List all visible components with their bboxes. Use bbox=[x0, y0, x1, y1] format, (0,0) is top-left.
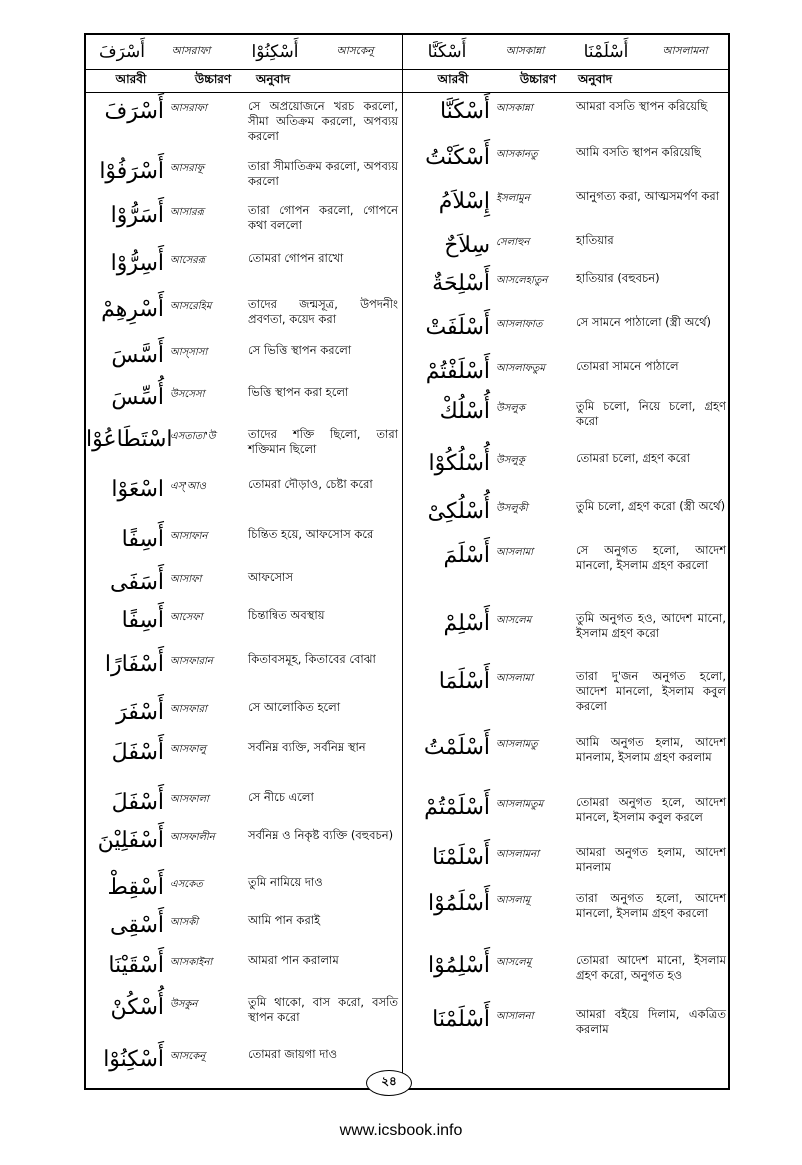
entry-pronunciation: আস্সাসা bbox=[170, 347, 208, 358]
entry-pronunciation: আসলাফাত bbox=[496, 319, 543, 330]
entry-row bbox=[86, 740, 398, 765]
entry-row bbox=[404, 845, 726, 875]
entry-pronunciation: আসকী bbox=[170, 917, 199, 928]
entry-arabic: سِلاَحٌ bbox=[444, 233, 490, 258]
entry-pronunciation: আসকেনূ bbox=[170, 1051, 206, 1062]
entry-arabic: أَسْكِنُوْا bbox=[103, 1047, 164, 1072]
entry-arabic: أَسْلِمُوْا bbox=[427, 953, 490, 978]
entry-arabic: أَسْلَمَا bbox=[438, 669, 490, 694]
guide-left-1-arabic: أَسْرَفَ bbox=[99, 42, 145, 62]
entry-row bbox=[86, 297, 398, 327]
entry-meaning: তাদের শক্তি ছিলো, তারা শক্তিমান ছিলো bbox=[248, 427, 398, 456]
entry-pronunciation: উসলুকূ bbox=[496, 455, 525, 466]
entry-row bbox=[404, 233, 726, 258]
entry-meaning: আমি পান করাই bbox=[248, 913, 321, 927]
entry-meaning: তোমরা আদেশ মানো, ইসলাম গ্রহণ করো, অনুগত হও bbox=[576, 953, 726, 982]
guide-left-1-translit: আসরাফা bbox=[171, 44, 211, 57]
entry-pronunciation: আসফারান bbox=[170, 656, 213, 667]
entry-meaning: তোমরা দৌড়াও, চেষ্টা করো bbox=[248, 477, 373, 491]
entry-pronunciation: আসকানতু bbox=[496, 149, 538, 160]
entry-arabic: أَسْفَرَ bbox=[116, 700, 164, 725]
entry-meaning: তুমি নামিয়ে দাও bbox=[248, 875, 323, 889]
entry-arabic: أَسِفًا bbox=[121, 608, 164, 633]
entry-row bbox=[86, 159, 398, 189]
entry-meaning: সে আলোকিত হলো bbox=[248, 700, 341, 714]
entry-meaning: সে অপ্রয়োজনে খরচ করলো, সীমা অতিক্রম করলো, অপব্যয় করলো bbox=[248, 99, 398, 143]
entry-meaning: তাদের জন্মসূত্র, উপদনীং প্রবণতা, কয়েদ করা bbox=[248, 297, 398, 326]
entry-arabic: أَسَرُّوْا bbox=[110, 203, 164, 228]
entry-arabic: أَسَّسَ bbox=[111, 343, 164, 368]
entry-row bbox=[404, 451, 726, 476]
entry-row bbox=[86, 995, 398, 1025]
entry-pronunciation: আসাররূ bbox=[170, 207, 204, 218]
entry-meaning: সে নীচে এলো bbox=[248, 790, 314, 804]
entry-row bbox=[86, 251, 398, 276]
entry-row bbox=[86, 875, 398, 900]
entry-pronunciation: আসফালীন bbox=[170, 832, 215, 843]
entry-pronunciation: সেলাহুন bbox=[496, 237, 530, 248]
entry-meaning: সর্বনিম্ন ব্যক্তি, সর্বনিম্ন স্থান bbox=[248, 740, 366, 754]
entry-pronunciation: এসতাতা'উ bbox=[170, 431, 216, 442]
entry-meaning: হাতিয়ার bbox=[576, 233, 614, 247]
entry-arabic: أَسْلَمْتُمْ bbox=[424, 795, 490, 820]
entry-arabic: أَسْفَلَ bbox=[111, 790, 164, 815]
entry-arabic: اسْعَوْا bbox=[111, 477, 164, 502]
entry-row bbox=[404, 795, 726, 825]
entry-meaning: সে সামনে পাঠালো (স্ত্রী অর্থে) bbox=[576, 315, 712, 329]
guide-right-2-translit: আসলামনা bbox=[662, 44, 708, 57]
entry-row bbox=[86, 477, 398, 502]
entry-row bbox=[404, 315, 726, 340]
entry-arabic: أُسْلُكْ bbox=[439, 399, 490, 424]
entry-arabic: أَسْقِى bbox=[109, 913, 164, 938]
entry-pronunciation: আসলেহাতুন bbox=[496, 275, 548, 286]
entry-pronunciation: আসলামতুম bbox=[496, 799, 544, 810]
entry-row bbox=[86, 608, 398, 633]
entry-meaning: আমরা অনুগত হলাম, আদেশ মানলাম bbox=[576, 845, 726, 874]
entry-meaning: তারা দু'জন অনুগত হলো, আদেশ মানলো, ইসলাম কবুল করলো bbox=[576, 669, 726, 713]
entry-meaning: চিন্তান্বিত অবস্থায় bbox=[248, 608, 325, 622]
entry-meaning: তুমি চলো, নিয়ে চলো, গ্রহণ করো bbox=[576, 399, 726, 428]
entry-pronunciation: আসলামতু bbox=[496, 739, 538, 750]
entry-arabic: أُسِّسَ bbox=[111, 385, 164, 410]
entry-pronunciation: আসাফা bbox=[170, 574, 202, 585]
entry-meaning: তুমি অনুগত হও, আদেশ মানো, ইসলাম গ্রহণ করো bbox=[576, 611, 726, 640]
entry-meaning: আফসোস bbox=[248, 570, 293, 584]
entry-arabic: أُسْكُنْ bbox=[110, 995, 164, 1020]
left-column-headers bbox=[92, 70, 316, 92]
entry-meaning: সর্বনিম্ন ও নিকৃষ্ট ব্যক্তি (বহুবচন) bbox=[248, 828, 394, 842]
guide-words bbox=[86, 35, 728, 69]
entry-row bbox=[404, 359, 726, 384]
entry-row bbox=[404, 499, 726, 524]
entry-arabic: أُسْلُكُوْا bbox=[428, 451, 490, 476]
entry-arabic: أَسْقِطْ bbox=[107, 875, 164, 900]
entry-arabic: أَسْرَفُوْا bbox=[99, 159, 164, 184]
entry-pronunciation: আসলামূ bbox=[496, 895, 531, 906]
entry-pronunciation: আসলামা bbox=[496, 673, 534, 684]
entry-pronunciation: আসফালু bbox=[170, 744, 206, 755]
entry-row bbox=[86, 652, 398, 677]
entry-meaning: তোমরা জায়গা দাও bbox=[248, 1047, 338, 1061]
right-column-headers bbox=[408, 70, 638, 92]
entry-arabic: اسْتَطَاعُوْا bbox=[86, 427, 173, 452]
entry-row bbox=[86, 203, 398, 233]
column-divider bbox=[402, 35, 403, 1088]
entry-arabic: أَسِرُّوْا bbox=[110, 251, 164, 276]
entry-pronunciation: আসলামনা bbox=[496, 849, 540, 860]
entry-pronunciation: আসেফা bbox=[170, 612, 203, 623]
entry-row bbox=[404, 891, 726, 921]
entry-row bbox=[404, 1007, 726, 1037]
entry-arabic: أَسْفَارًا bbox=[104, 652, 164, 677]
entry-row bbox=[86, 527, 398, 552]
entry-arabic: أَسْفَلِيْنَ bbox=[97, 828, 164, 853]
entry-row bbox=[404, 271, 726, 296]
entry-row bbox=[404, 399, 726, 429]
entry-meaning: সে ভিত্তি স্থাপন করলো bbox=[248, 343, 352, 357]
entry-pronunciation: উসসেসা bbox=[170, 389, 205, 400]
entry-arabic: أَسْكَنَّا bbox=[439, 99, 490, 124]
entry-meaning: হাতিয়ার (বহুবচন) bbox=[576, 271, 660, 285]
entry-pronunciation: এসকেত bbox=[170, 879, 203, 890]
entry-meaning: তোমরা গোপন রাখো bbox=[248, 251, 344, 265]
header-pronunciation: উচ্চারণ bbox=[519, 72, 557, 86]
entry-pronunciation: আসেররূ bbox=[170, 255, 206, 266]
entry-row bbox=[86, 913, 398, 938]
entry-row bbox=[404, 669, 726, 714]
entry-row bbox=[404, 953, 726, 983]
entry-meaning: তোমরা চলো, গ্রহণ করো bbox=[576, 451, 690, 465]
entry-meaning: আনুগত্য করা, আত্মসমর্পণ করা bbox=[576, 189, 720, 203]
entry-row bbox=[86, 1047, 398, 1072]
entry-pronunciation: আসলেম bbox=[496, 615, 532, 626]
entry-arabic: أَسَفَى bbox=[109, 570, 164, 595]
entry-meaning: আমরা বইয়ে দিলাম, একত্রিত করলাম bbox=[576, 1007, 726, 1036]
entry-pronunciation: আসকান্না bbox=[496, 103, 533, 114]
entry-meaning: তুমি চলো, গ্রহণ করো (স্ত্রী অর্থে) bbox=[576, 499, 726, 513]
entry-meaning: তারা গোপন করলো, গোপনে কথা বললো bbox=[248, 203, 398, 232]
entry-pronunciation: আসরাফা bbox=[170, 103, 207, 114]
entry-meaning: আমি অনুগত হলাম, আদেশ মানলাম, ইসলাম গ্রহণ করলাম bbox=[576, 735, 726, 764]
entry-meaning: আমি বসতি স্থাপন করিয়েছি bbox=[576, 145, 701, 159]
entry-row bbox=[404, 735, 726, 765]
entry-pronunciation: আসাফান bbox=[170, 531, 208, 542]
entry-row bbox=[86, 99, 398, 144]
entry-meaning: তারা সীমাতিক্রম করলো, অপব্যয় করলো bbox=[248, 159, 398, 188]
entry-row bbox=[86, 385, 398, 410]
guide-left-2-arabic: أَسْكِنُوْا bbox=[251, 42, 299, 62]
entry-row bbox=[404, 145, 726, 170]
guide-left-2-translit: আসকেনূ bbox=[336, 44, 374, 57]
entry-arabic: أَسْقَيْنَا bbox=[108, 953, 164, 978]
entry-arabic: أَسْلِحَةٌ bbox=[432, 271, 490, 296]
entry-row bbox=[86, 427, 398, 457]
entry-arabic: أَسْلِمْ bbox=[443, 611, 490, 636]
entry-pronunciation: আসরেহিম bbox=[170, 301, 212, 312]
entry-pronunciation: উসকুন bbox=[170, 999, 198, 1010]
guide-right-1-arabic: أَسْكَنَّا bbox=[427, 42, 467, 62]
entry-pronunciation: আসকাইনা bbox=[170, 957, 213, 968]
header-arabic: আরবী bbox=[115, 72, 147, 86]
guide-right-1-translit: আসকান্না bbox=[505, 44, 545, 57]
entry-arabic: أَسْلَمَ bbox=[443, 543, 490, 568]
entry-arabic: أَسْلَفْتُمْ bbox=[425, 359, 490, 384]
header-divider bbox=[86, 92, 728, 93]
entry-arabic: أُسْلُكِىْ bbox=[427, 499, 490, 524]
entry-pronunciation: আসলামা bbox=[496, 547, 534, 558]
entry-row bbox=[86, 790, 398, 815]
entry-arabic: أَسْفَلَ bbox=[111, 740, 164, 765]
entry-pronunciation: আসলাফতুম bbox=[496, 363, 545, 374]
entry-pronunciation: আসরাফূ bbox=[170, 163, 204, 174]
entry-arabic: أَسْرَفَ bbox=[104, 99, 164, 124]
entry-row bbox=[86, 953, 398, 978]
entry-pronunciation: এস্'আও bbox=[170, 481, 206, 492]
entry-arabic: أَسْرِهِمْ bbox=[101, 297, 164, 322]
entry-meaning: তুমি থাকো, বাস করো, বসতি স্থাপন করো bbox=[248, 995, 398, 1024]
entry-row bbox=[404, 611, 726, 641]
header-arabic: আরবী bbox=[437, 72, 469, 86]
entry-meaning: তারা অনুগত হলো, আদেশ মানলো, ইসলাম গ্রহণ করলো bbox=[576, 891, 726, 920]
entry-meaning: ভিত্তি স্থাপন করা হলো bbox=[248, 385, 349, 399]
entry-pronunciation: উসলুক bbox=[496, 403, 525, 414]
entry-row bbox=[86, 570, 398, 595]
entry-meaning: কিতাবসমূহ, কিতাবের বোঝা bbox=[248, 652, 376, 666]
header-pronunciation: উচ্চারণ bbox=[194, 72, 232, 86]
footer-url[interactable]: www.icsbook.info bbox=[339, 1122, 463, 1139]
entry-arabic: أَسْكَنْتُ bbox=[425, 145, 490, 170]
header-meaning: অনুবাদ bbox=[578, 72, 613, 86]
entry-row bbox=[86, 700, 398, 725]
entry-pronunciation: উসলুকী bbox=[496, 503, 528, 514]
entry-meaning: চিন্তিত হয়ে, আফসোস করে bbox=[248, 527, 374, 541]
entry-row bbox=[86, 828, 398, 853]
entry-meaning: তোমরা সামনে পাঠালে bbox=[576, 359, 679, 373]
entry-meaning: সে অনুগত হলো, আদেশ মানলো, ইসলাম গ্রহণ করলো bbox=[576, 543, 726, 572]
entry-pronunciation: আসালনা bbox=[496, 1011, 534, 1022]
entry-arabic: أَسْلَمْتُ bbox=[423, 735, 490, 760]
entry-row bbox=[404, 99, 726, 124]
entry-pronunciation: ইসলামুন bbox=[496, 193, 530, 204]
header-meaning: অনুবাদ bbox=[256, 72, 291, 86]
entry-row bbox=[404, 543, 726, 573]
entry-arabic: أَسْلَمُوْا bbox=[427, 891, 490, 916]
page-number: ২৪ bbox=[366, 1070, 412, 1096]
entry-arabic: إِسْلاَمُ bbox=[438, 189, 490, 214]
dictionary-page bbox=[84, 33, 730, 1090]
entry-pronunciation: আসফারা bbox=[170, 704, 207, 715]
entry-meaning: তোমরা অনুগত হলে, আদেশ মানলে, ইসলাম কবুল করলে bbox=[576, 795, 726, 824]
entry-meaning: আমরা বসতি স্থাপন করিয়েছি bbox=[576, 99, 708, 113]
entry-arabic: أَسْلَمْنَا bbox=[432, 845, 490, 870]
entry-row bbox=[86, 343, 398, 368]
entry-pronunciation: আসফালা bbox=[170, 794, 209, 805]
entry-arabic: أَسْلَفَتْ bbox=[425, 315, 490, 340]
guide-right-2-arabic: أَسْلَمْنَا bbox=[583, 42, 629, 62]
entry-meaning: আমরা পান করালাম bbox=[248, 953, 339, 967]
entry-pronunciation: আসলেমূ bbox=[496, 957, 532, 968]
entry-arabic: أَسْلَمْنَا bbox=[432, 1007, 490, 1032]
entry-row bbox=[404, 189, 726, 214]
entry-arabic: أَسِفًا bbox=[121, 527, 164, 552]
